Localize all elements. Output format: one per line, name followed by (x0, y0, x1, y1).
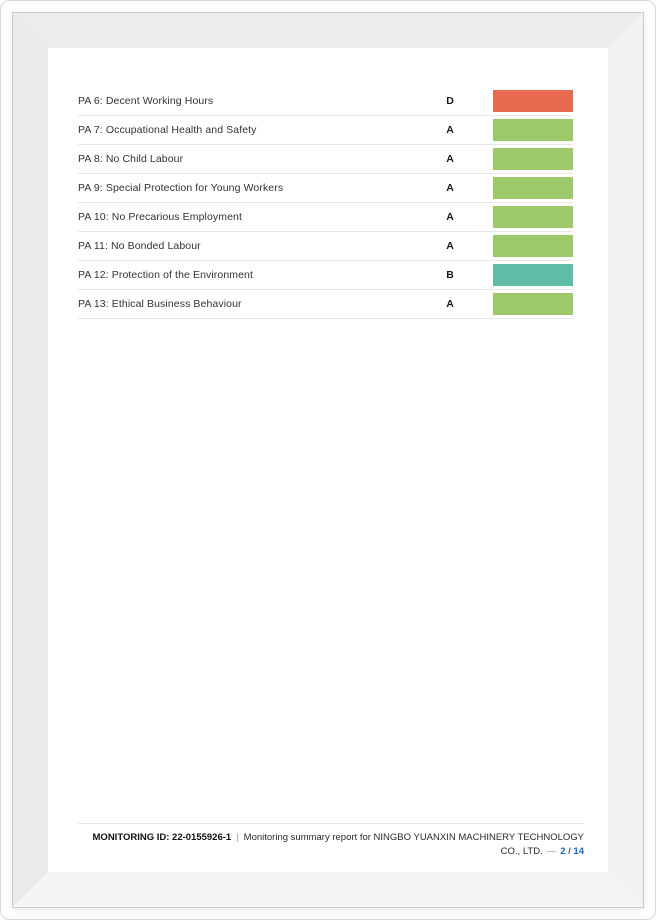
grade-letter: D (446, 95, 454, 107)
grade-bar (493, 206, 573, 228)
pa-label: PA 13: Ethical Business Behaviour (78, 298, 242, 310)
grade-bar (493, 148, 573, 170)
table-row (78, 232, 573, 261)
grade-bar (493, 177, 573, 199)
pa-label: PA 6: Decent Working Hours (78, 95, 214, 107)
table-row (78, 116, 573, 145)
table-row (78, 290, 573, 319)
page-frame (13, 13, 643, 907)
grade-letter: A (446, 240, 454, 252)
grade-bar (493, 119, 573, 141)
monitoring-id: MONITORING ID: 22-0155926-1 (92, 832, 232, 843)
page-footer (78, 823, 584, 859)
footer-summary: Monitoring summary report for NINGBO YUANXIN MACHINERY TECHNOLOGY CO., LTD. (243, 832, 584, 857)
grade-bar (493, 235, 573, 257)
table-row (78, 261, 573, 290)
pa-label: PA 12: Protection of the Environment (78, 269, 254, 281)
grade-letter: A (446, 124, 454, 136)
grade-letter: B (446, 269, 454, 281)
pa-label: PA 11: No Bonded Labour (78, 240, 201, 252)
table-row (78, 87, 573, 116)
footer-dash: — (546, 846, 557, 857)
grade-letter: A (446, 153, 454, 165)
grade-letter: A (446, 211, 454, 223)
grade-letter: A (446, 182, 454, 194)
table-row (78, 145, 573, 174)
footer-text (92, 831, 584, 859)
grade-bar (493, 293, 573, 315)
ratings-table (78, 87, 573, 319)
footer-separator: | (236, 832, 239, 843)
page-indicator: 2 / 14 (560, 846, 584, 857)
grade-bar (493, 264, 573, 286)
pa-label: PA 7: Occupational Health and Safety (78, 124, 257, 136)
pa-label: PA 8: No Child Labour (78, 153, 184, 165)
pa-label: PA 10: No Precarious Employment (78, 211, 242, 223)
table-row (78, 174, 573, 203)
report-page (48, 48, 608, 872)
grade-bar (493, 90, 573, 112)
pa-label: PA 9: Special Protection for Young Workers (78, 182, 284, 194)
table-row (78, 203, 573, 232)
grade-letter: A (446, 298, 454, 310)
